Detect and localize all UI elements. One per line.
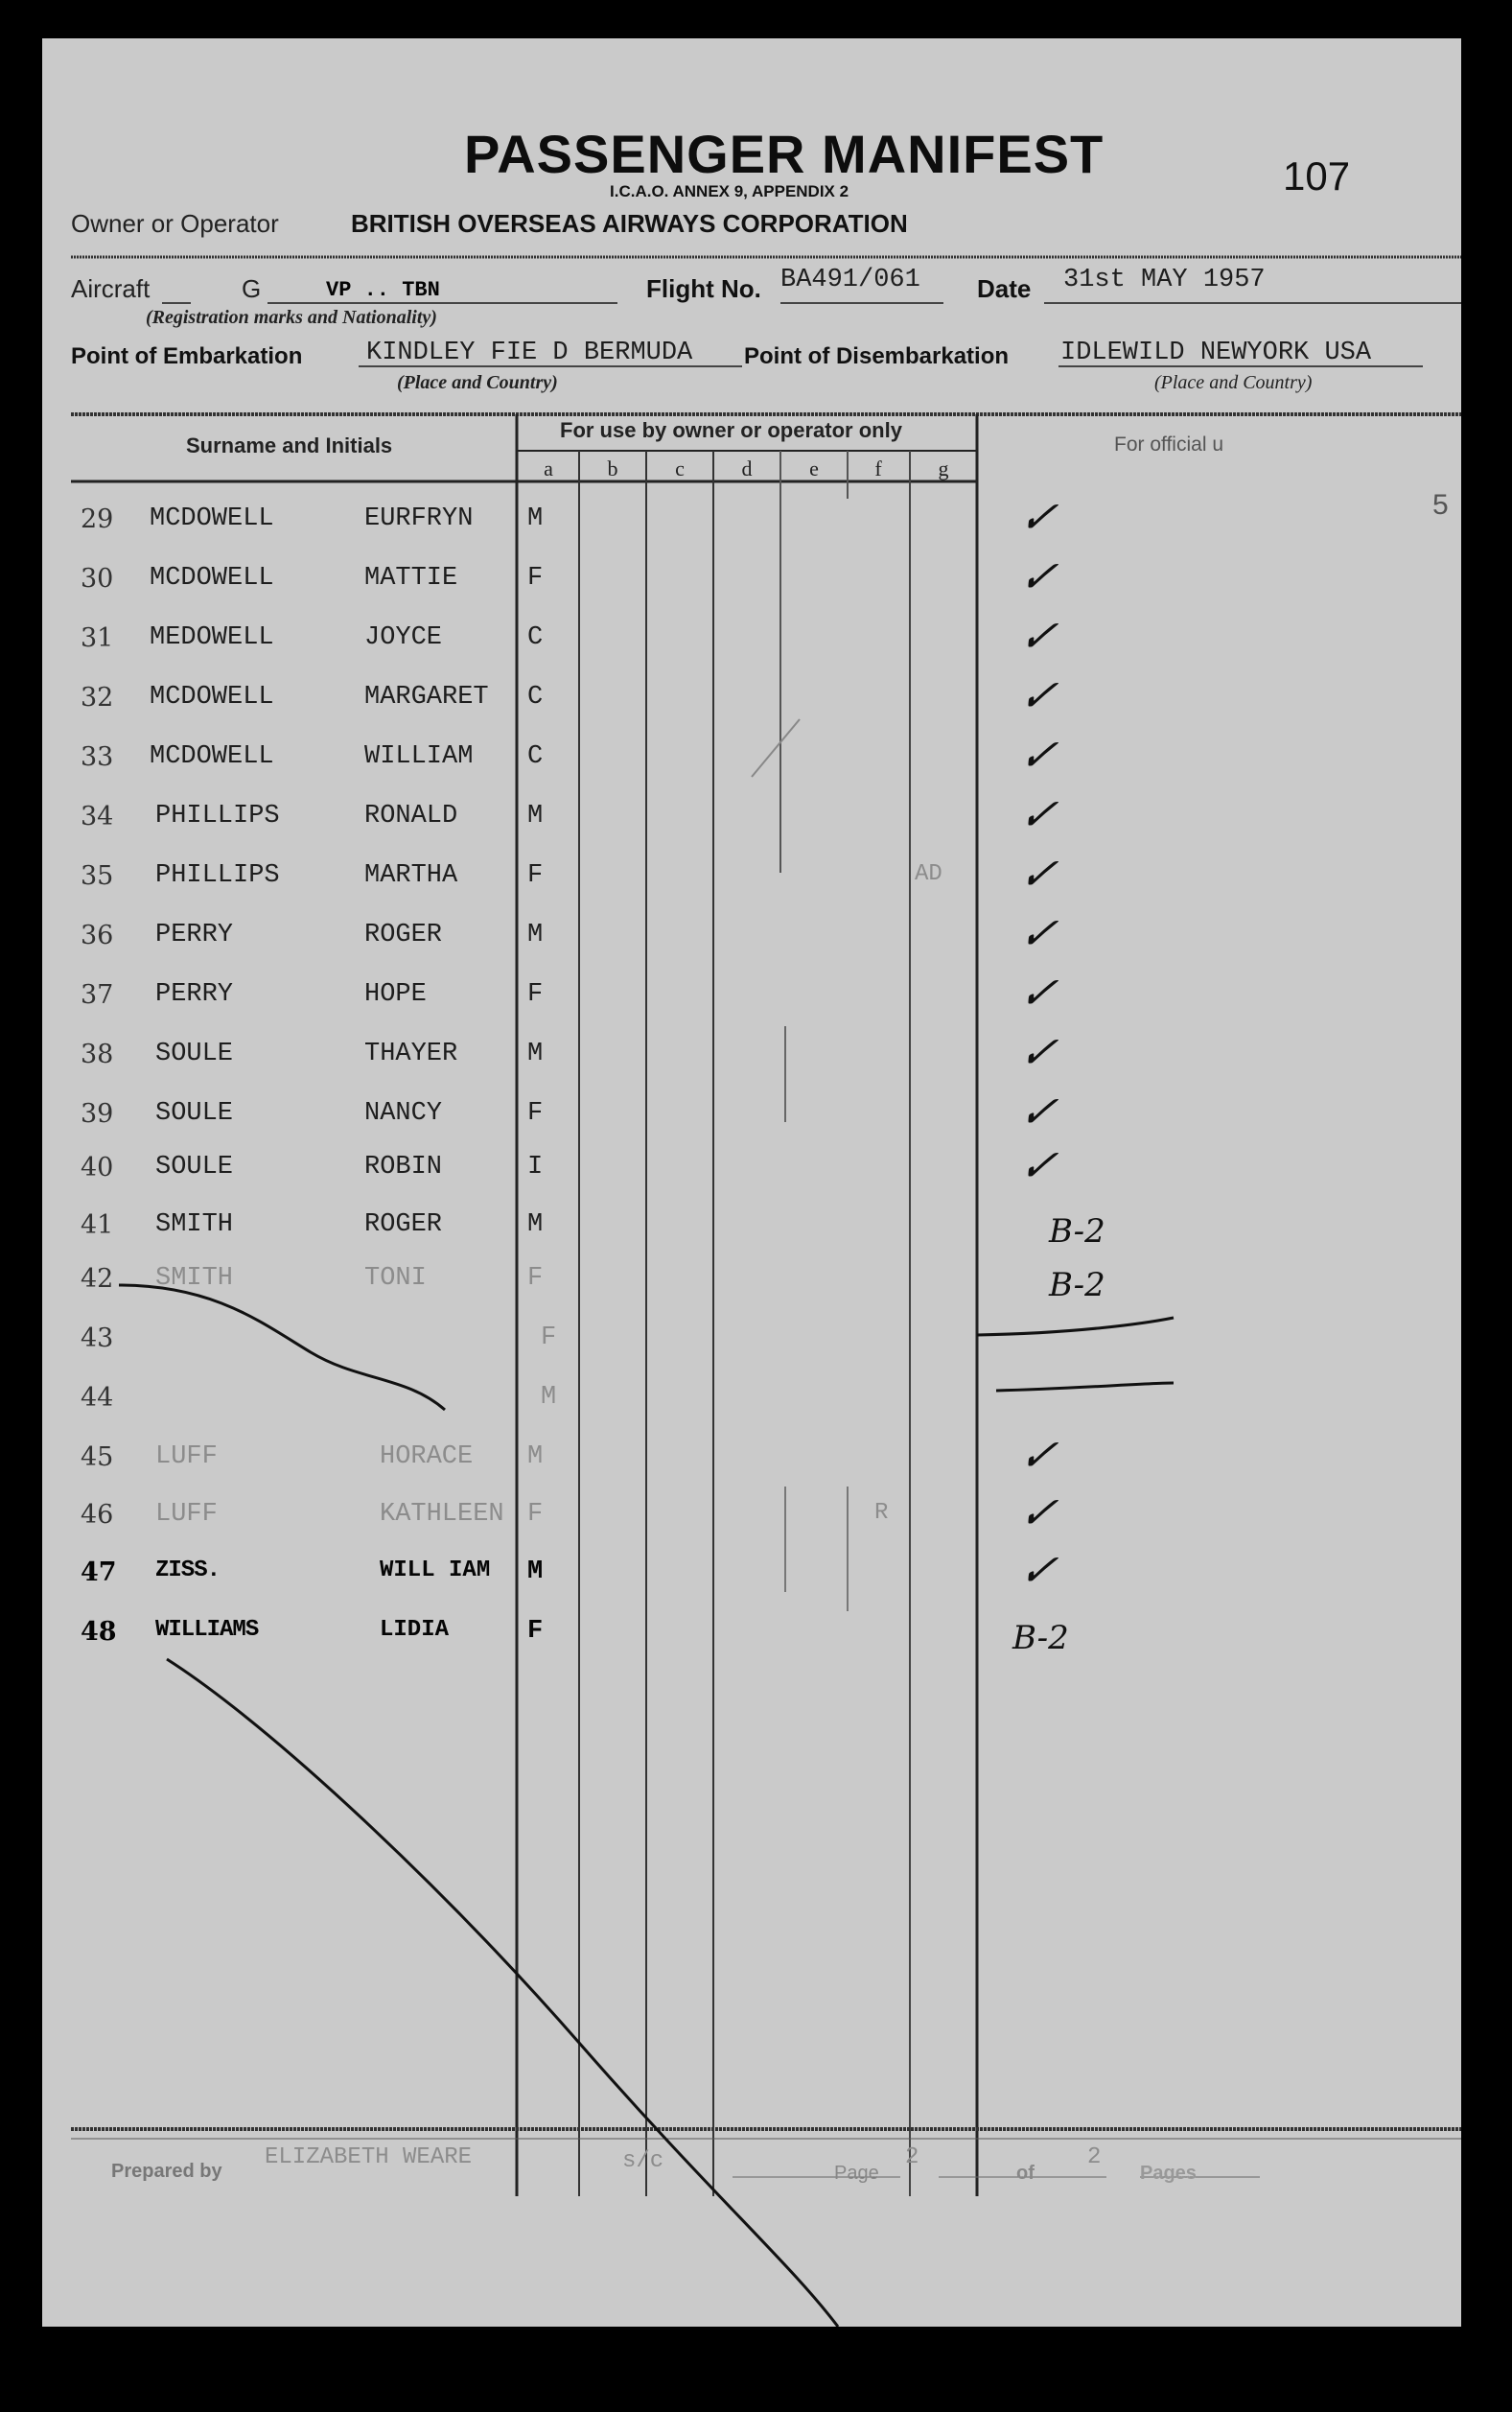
passenger-surname: MEDOWELL: [150, 623, 274, 652]
passenger-surname: LUFF: [155, 1442, 218, 1471]
disembarkation-label: Point of Disembarkation: [744, 343, 1010, 369]
passenger-category: M: [527, 802, 544, 831]
passenger-category: F: [527, 1099, 544, 1128]
passenger-surname: PERRY: [155, 921, 234, 949]
embarkation-caption: (Place and Country): [397, 372, 558, 393]
pages-label: Pages: [1140, 2163, 1197, 2184]
passenger-category: F: [541, 1323, 557, 1352]
row-number: 29: [81, 504, 114, 534]
of-label: of: [1016, 2163, 1035, 2184]
passenger-category: M: [527, 921, 544, 949]
column-c-header: c: [675, 457, 685, 480]
disembarkation-value: IDLEWILD NEWYORK USA: [1060, 339, 1372, 367]
passenger-surname: SMITH: [155, 1210, 234, 1239]
check-mark: ✓: [1015, 1429, 1062, 1481]
passenger-category: I: [527, 1153, 544, 1182]
column-a-header: a: [544, 457, 553, 480]
passenger-surname: SOULE: [155, 1153, 234, 1182]
manifest-page: [42, 38, 1461, 2327]
column-d-header: d: [741, 457, 753, 480]
row-number: 48: [81, 1617, 117, 1647]
passenger-given-name: MARTHA: [364, 861, 458, 890]
passenger-surname: MCDOWELL: [150, 564, 274, 593]
column-f-header: f: [874, 457, 882, 480]
of-value: 2: [1087, 2144, 1102, 2170]
passenger-given-name: EURFRYN: [364, 504, 474, 533]
owner-value: BRITISH OVERSEAS AIRWAYS CORPORATION: [351, 209, 908, 238]
passenger-category: F: [527, 980, 544, 1009]
passenger-given-name: ROGER: [364, 1210, 443, 1239]
passenger-surname: SOULE: [155, 1040, 234, 1068]
surname-column-header: Surname and Initials: [186, 433, 393, 457]
row-number: 32: [81, 683, 114, 713]
passenger-category: M: [527, 1442, 544, 1471]
official-use-header: For official u: [1114, 433, 1223, 456]
row-number: 40: [81, 1153, 114, 1183]
passenger-surname: PERRY: [155, 980, 234, 1009]
check-mark: ✓: [1015, 669, 1062, 721]
handwritten-strokes: [42, 38, 1461, 2327]
row-number: 39: [81, 1099, 114, 1129]
official-status: B-2: [1049, 1266, 1105, 1304]
passenger-category: F: [527, 564, 544, 593]
flight-value: BA491/061: [780, 266, 920, 294]
check-mark: ✓: [1015, 1086, 1062, 1137]
row-number: 41: [81, 1210, 114, 1240]
page-label: Page: [834, 2163, 879, 2184]
row-number: 47: [81, 1557, 117, 1587]
prepared-by-value: ELIZABETH WEARE: [265, 2144, 473, 2170]
check-mark: ✓: [1015, 729, 1062, 781]
check-mark: ✓: [1015, 491, 1062, 543]
passenger-given-name: ROGER: [364, 921, 443, 949]
passenger-given-name: JOYCE: [364, 623, 443, 652]
row-number: 44: [81, 1383, 114, 1413]
passenger-category: C: [527, 742, 544, 771]
check-mark: ✓: [1015, 848, 1062, 900]
check-mark: ✓: [1015, 788, 1062, 840]
embarkation-label: Point of Embarkation: [71, 343, 303, 369]
row-number: 37: [81, 980, 114, 1010]
row-number: 45: [81, 1442, 114, 1472]
passenger-category: M: [527, 504, 544, 533]
check-mark: ✓: [1015, 967, 1062, 1019]
operator-remark: AD: [915, 861, 942, 887]
passenger-given-name: WILLIAM: [364, 742, 474, 771]
page-subtitle: I.C.A.O. ANNEX 9, APPENDIX 2: [610, 182, 849, 200]
passenger-surname: LUFF: [155, 1500, 218, 1529]
passenger-given-name: LIDIA: [380, 1617, 450, 1643]
passenger-given-name: HOPE: [364, 980, 427, 1009]
row-number: 38: [81, 1040, 114, 1069]
passenger-given-name: MARGARET: [364, 683, 489, 712]
row-number: 43: [81, 1323, 114, 1353]
passenger-given-name: NANCY: [364, 1099, 443, 1128]
row-number: 36: [81, 921, 114, 950]
passenger-category: M: [527, 1210, 544, 1239]
passenger-category: F: [527, 1500, 544, 1529]
passenger-category: C: [527, 623, 544, 652]
row-number: 33: [81, 742, 114, 772]
aircraft-value: G: [242, 274, 262, 303]
official-status: B-2: [1012, 1619, 1069, 1657]
date-value: 31st MAY 1957: [1063, 266, 1266, 294]
passenger-surname: MCDOWELL: [150, 742, 274, 771]
passenger-given-name: ROBIN: [364, 1153, 443, 1182]
row-number: 46: [81, 1500, 114, 1530]
row-number: 34: [81, 802, 114, 831]
page-number: 107: [1283, 153, 1351, 199]
aircraft-label: Aircraft: [71, 274, 151, 303]
passenger-surname: ZISS.: [155, 1557, 221, 1583]
passenger-surname: PHILLIPS: [155, 802, 280, 831]
page-value: 2: [905, 2144, 919, 2170]
aircraft-caption: (Registration marks and Nationality): [146, 307, 437, 328]
passenger-given-name: TONI: [364, 1264, 427, 1293]
page-title: PASSENGER MANIFEST: [464, 124, 1105, 184]
passenger-category: M: [527, 1557, 544, 1586]
prepared-by-label: Prepared by: [111, 2161, 222, 2182]
owner-label: Owner or Operator: [71, 209, 279, 238]
passenger-category: F: [527, 1617, 544, 1646]
date-label: Date: [977, 274, 1032, 303]
passenger-category: F: [527, 1264, 544, 1293]
check-mark: ✓: [1015, 550, 1062, 602]
check-mark: ✓: [1015, 1487, 1062, 1538]
passenger-surname: SMITH: [155, 1264, 234, 1293]
passenger-surname: MCDOWELL: [150, 683, 274, 712]
passenger-given-name: THAYER: [364, 1040, 458, 1068]
passenger-given-name: KATHLEEN: [380, 1500, 504, 1529]
passenger-given-name: HORACE: [380, 1442, 474, 1471]
check-mark: ✓: [1015, 1544, 1062, 1596]
margin-mark: 5: [1432, 489, 1449, 521]
row-number: 31: [81, 623, 114, 653]
passenger-given-name: RONALD: [364, 802, 458, 831]
passenger-surname: PHILLIPS: [155, 861, 280, 890]
row-number: 30: [81, 564, 114, 594]
row-number: 42: [81, 1264, 114, 1294]
prepared-by-suffix: s/c: [622, 2148, 664, 2174]
passenger-surname: MCDOWELL: [150, 504, 274, 533]
flight-label: Flight No.: [646, 274, 761, 303]
check-mark: ✓: [1015, 1026, 1062, 1078]
operator-remark: R: [874, 1500, 889, 1526]
disembarkation-caption: (Place and Country): [1154, 372, 1313, 393]
check-mark: ✓: [1015, 610, 1062, 662]
passenger-category: M: [527, 1040, 544, 1068]
embarkation-value: KINDLEY FIE D BERMUDA: [366, 339, 693, 367]
operator-use-header: For use by owner or operator only: [560, 418, 902, 442]
column-e-header: e: [809, 457, 819, 480]
aircraft-registration: VP .. TBN: [326, 278, 440, 302]
official-status: B-2: [1049, 1212, 1105, 1251]
passenger-category: F: [527, 861, 544, 890]
passenger-category: C: [527, 683, 544, 712]
check-mark: ✓: [1015, 1139, 1062, 1191]
check-mark: ✓: [1015, 907, 1062, 959]
passenger-surname: WILLIAMS: [155, 1617, 259, 1643]
passenger-given-name: MATTIE: [364, 564, 458, 593]
passenger-category: M: [541, 1383, 557, 1412]
column-g-header: g: [938, 457, 949, 480]
column-b-header: b: [607, 457, 618, 480]
passenger-given-name: WILL IAM: [380, 1557, 491, 1583]
passenger-surname: SOULE: [155, 1099, 234, 1128]
row-number: 35: [81, 861, 114, 891]
